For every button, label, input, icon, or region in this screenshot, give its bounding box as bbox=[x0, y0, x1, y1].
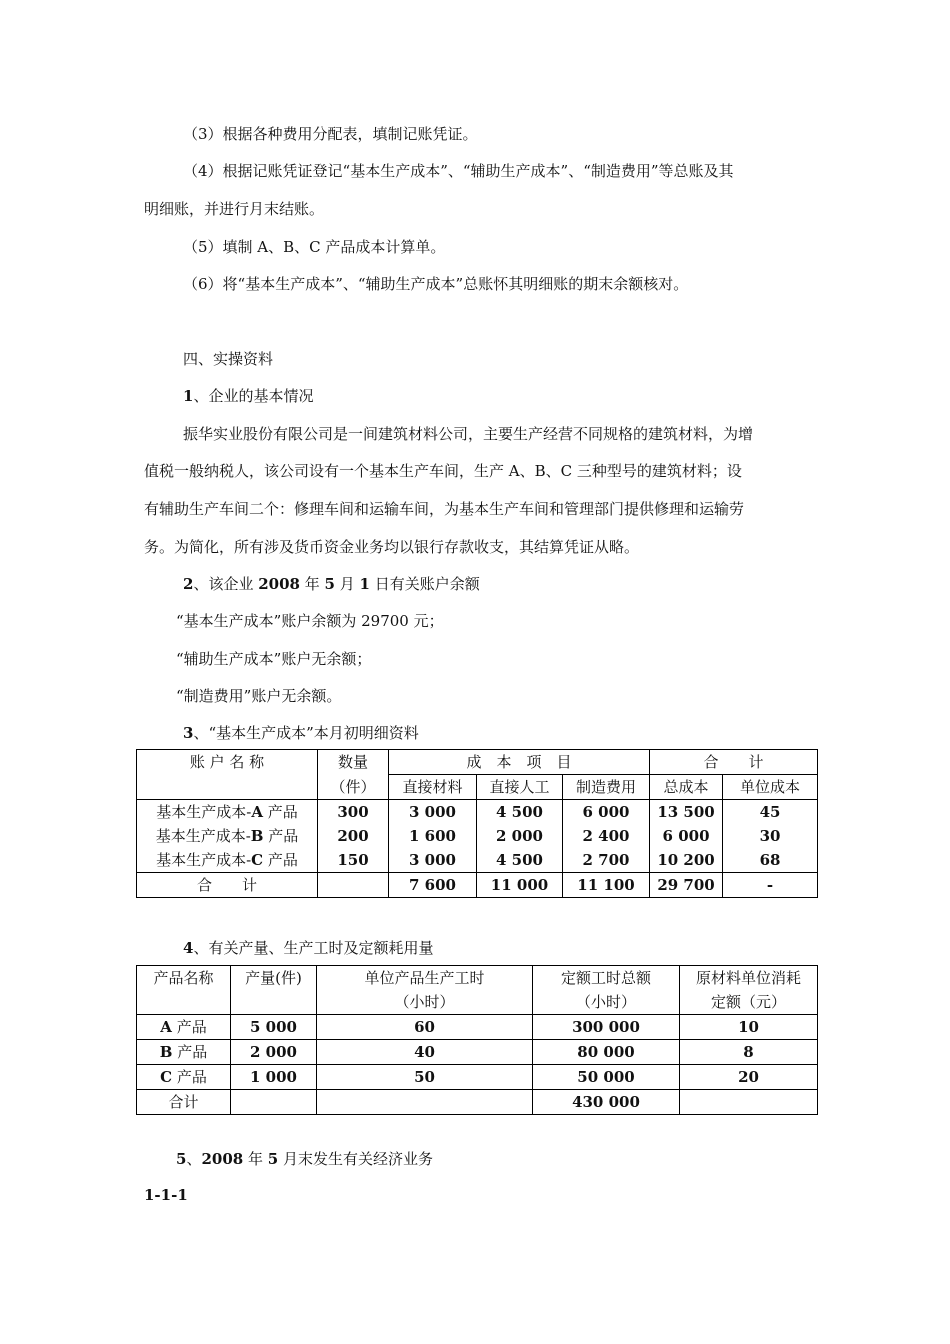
header-quota-hours: 定额工时总额 bbox=[533, 966, 680, 991]
heading-4-text: 、有关产量、生产工时及定额耗用量 bbox=[193, 939, 434, 957]
header-cost-items: 成 本 项 目 bbox=[389, 750, 650, 775]
table-row bbox=[137, 824, 818, 848]
balance-line-3: “制造费用”账户无余额。 bbox=[176, 687, 342, 705]
account-product-suffix: 产品 bbox=[262, 803, 298, 821]
heading-1-number: 1 bbox=[183, 387, 194, 405]
header-total: 合 计 bbox=[650, 750, 818, 775]
table-subheader-row bbox=[137, 990, 818, 1015]
account-name-text: 基本生产成本- bbox=[156, 803, 252, 821]
row-material-quota: 20 bbox=[680, 1065, 818, 1090]
heading-2-text-d: 日有关账户余额 bbox=[369, 575, 480, 593]
header-quantity-unit: （件） bbox=[318, 775, 389, 800]
header-output: 产量(件) bbox=[231, 966, 317, 991]
total-quantity bbox=[318, 873, 389, 898]
table-row bbox=[137, 1015, 818, 1040]
table-total-row bbox=[137, 1090, 818, 1115]
row-manufacturing-overhead: 6 000 bbox=[563, 800, 650, 825]
row-output: 5 000 bbox=[231, 1015, 317, 1040]
row-output: 1 000 bbox=[231, 1065, 317, 1090]
total-unit-cost: - bbox=[723, 873, 818, 898]
total-quota-hours: 430 000 bbox=[533, 1090, 680, 1115]
total-unit-hours bbox=[317, 1090, 533, 1115]
account-name-text: 基本生产成本- bbox=[156, 851, 252, 869]
heading-2-day: 1 bbox=[359, 575, 370, 593]
row-direct-materials: 1 600 bbox=[389, 824, 477, 848]
header-output-cont bbox=[231, 990, 317, 1015]
heading-3-number: 3 bbox=[183, 724, 194, 742]
header-material-quota: 原材料单位消耗 bbox=[680, 966, 818, 991]
intro-line-4: 务。为简化，所有涉及货币资金业务均以银行存款收支，其结算凭证从略。 bbox=[144, 538, 640, 556]
header-direct-labor: 直接人工 bbox=[477, 775, 563, 800]
row-unit-hours: 50 bbox=[317, 1065, 533, 1090]
heading-2-text-b: 年 bbox=[299, 575, 325, 593]
total-manufacturing-overhead: 11 100 bbox=[563, 873, 650, 898]
table-row bbox=[137, 800, 818, 825]
heading-2-text-a: 、该企业 bbox=[193, 575, 259, 593]
heading-4-number: 4 bbox=[183, 939, 194, 957]
heading-2-text-c: 月 bbox=[334, 575, 360, 593]
row-unit-hours: 40 bbox=[317, 1040, 533, 1065]
paragraph-step-4-line1: （4）根据记账凭证登记“基本生产成本”、“辅助生产成本”、“制造费用”等总账及其 bbox=[183, 162, 734, 180]
row-quota-hours: 80 000 bbox=[533, 1040, 680, 1065]
row-total-cost: 10 200 bbox=[650, 848, 723, 873]
heading-3-text: 、“基本生产成本”本月初明细资料 bbox=[193, 724, 419, 742]
row-direct-labor: 4 500 bbox=[477, 848, 563, 873]
row-direct-labor: 4 500 bbox=[477, 800, 563, 825]
balance-line-1: “基本生产成本”账户余额为 29700 元； bbox=[176, 612, 444, 630]
product-code: B bbox=[159, 1043, 173, 1061]
row-unit-hours: 60 bbox=[317, 1015, 533, 1040]
total-label: 合计 bbox=[137, 1090, 231, 1115]
heading-2-month: 5 bbox=[324, 575, 335, 593]
row-quota-hours: 300 000 bbox=[533, 1015, 680, 1040]
row-product-name bbox=[137, 1040, 231, 1065]
heading-1 bbox=[183, 385, 313, 407]
total-direct-labor: 11 000 bbox=[477, 873, 563, 898]
heading-2-number: 2 bbox=[183, 575, 194, 593]
heading-5-number: 5 bbox=[176, 1150, 187, 1168]
row-quantity: 200 bbox=[318, 824, 389, 848]
row-manufacturing-overhead: 2 700 bbox=[563, 848, 650, 873]
total-total-cost: 29 700 bbox=[650, 873, 723, 898]
account-product-suffix: 产品 bbox=[263, 827, 299, 845]
header-quantity: 数量 bbox=[318, 750, 389, 775]
heading-5-text-b: 年 bbox=[243, 1150, 268, 1168]
row-direct-materials: 3 000 bbox=[389, 848, 477, 873]
header-total-cost: 总成本 bbox=[650, 775, 723, 800]
row-output: 2 000 bbox=[231, 1040, 317, 1065]
table-header-row bbox=[137, 966, 818, 991]
account-product-suffix: 产品 bbox=[263, 851, 298, 869]
total-material-quota bbox=[680, 1090, 818, 1115]
header-quota-hours-unit: （小时） bbox=[533, 990, 680, 1015]
output-hours-table bbox=[136, 965, 818, 1115]
header-product-name: 产品名称 bbox=[137, 966, 231, 991]
account-product-code: C bbox=[251, 851, 264, 869]
account-product-code: B bbox=[250, 827, 264, 845]
opening-balance-table bbox=[136, 749, 818, 898]
header-unit-cost: 单位成本 bbox=[723, 775, 818, 800]
table-subheader-row bbox=[137, 775, 818, 800]
product-suffix: 产品 bbox=[172, 1043, 208, 1061]
heading-1-text: 、企业的基本情况 bbox=[193, 387, 314, 405]
paragraph-step-5: （5）填制 A、B、C 产品成本计算单。 bbox=[183, 238, 446, 256]
row-total-cost: 13 500 bbox=[650, 800, 723, 825]
table-row bbox=[137, 848, 818, 873]
account-name-text: 基本生产成本- bbox=[155, 827, 251, 845]
header-unit-hours-unit: （小时） bbox=[317, 990, 533, 1015]
heading-5-text-a: 、 bbox=[186, 1150, 202, 1168]
row-material-quota: 8 bbox=[680, 1040, 818, 1065]
product-code: A bbox=[160, 1018, 172, 1036]
balance-line-2: “辅助生产成本”账户无余额； bbox=[176, 650, 372, 668]
product-suffix: 产品 bbox=[172, 1068, 207, 1086]
heading-2 bbox=[183, 573, 480, 595]
row-quantity: 150 bbox=[318, 848, 389, 873]
heading-4 bbox=[183, 937, 433, 959]
row-quantity: 300 bbox=[318, 800, 389, 825]
section-heading: 四、实操资料 bbox=[183, 350, 274, 368]
header-direct-materials: 直接材料 bbox=[389, 775, 477, 800]
heading-5 bbox=[176, 1148, 433, 1170]
product-suffix: 产品 bbox=[171, 1018, 207, 1036]
row-direct-labor: 2 000 bbox=[477, 824, 563, 848]
intro-line-2: 值税一般纳税人，该公司设有一个基本生产车间，生产 A、B、C 三种型号的建筑材料；设 bbox=[144, 462, 742, 480]
intro-line-3: 有辅助生产车间二个：修理车间和运输车间，为基本生产车间和管理部门提供修理和运输劳 bbox=[144, 500, 745, 518]
paragraph-step-6: （6）将“基本生产成本”、“辅助生产成本”总账怀其明细账的期末余额核对。 bbox=[183, 275, 689, 293]
row-product-name bbox=[137, 1015, 231, 1040]
total-output bbox=[231, 1090, 317, 1115]
heading-5-month: 5 bbox=[267, 1150, 279, 1168]
row-total-cost: 6 000 bbox=[650, 824, 723, 848]
row-account-name bbox=[137, 824, 318, 848]
heading-5-year: 2008 bbox=[201, 1150, 244, 1168]
header-manufacturing-overhead: 制造费用 bbox=[563, 775, 650, 800]
heading-3 bbox=[183, 722, 419, 744]
table-total-row bbox=[137, 873, 818, 898]
total-label: 合 计 bbox=[137, 873, 318, 898]
row-account-name bbox=[137, 848, 318, 873]
row-unit-cost: 68 bbox=[723, 848, 818, 873]
header-product-name-cont bbox=[137, 990, 231, 1015]
heading-5-text-c: 月末发生有关经济业务 bbox=[278, 1150, 433, 1168]
row-account-name bbox=[137, 800, 318, 825]
row-direct-materials: 3 000 bbox=[389, 800, 477, 825]
table-row bbox=[137, 1065, 818, 1090]
row-product-name bbox=[137, 1065, 231, 1090]
row-material-quota: 10 bbox=[680, 1015, 818, 1040]
account-product-code: A bbox=[251, 803, 263, 821]
product-code: C bbox=[160, 1068, 173, 1086]
header-account-name: 账 户 名 称 bbox=[137, 750, 318, 775]
row-manufacturing-overhead: 2 400 bbox=[563, 824, 650, 848]
row-unit-cost: 30 bbox=[723, 824, 818, 848]
table-row bbox=[137, 1040, 818, 1065]
table-header-row bbox=[137, 750, 818, 775]
header-account-name-cont bbox=[137, 775, 318, 800]
total-direct-materials: 7 600 bbox=[389, 873, 477, 898]
item-code: 1-1-1 bbox=[144, 1186, 188, 1204]
row-quota-hours: 50 000 bbox=[533, 1065, 680, 1090]
header-unit-hours: 单位产品生产工时 bbox=[317, 966, 533, 991]
paragraph-step-3: （3）根据各种费用分配表，填制记账凭证。 bbox=[183, 125, 478, 143]
heading-2-year: 2008 bbox=[258, 575, 300, 593]
header-material-quota-unit: 定额（元） bbox=[680, 990, 818, 1015]
intro-line-1: 振华实业股份有限公司是一间建筑材料公司，主要生产经营不同规格的建筑材料，为增 bbox=[183, 425, 754, 443]
paragraph-step-4-line2: 明细账，并进行月末结账。 bbox=[144, 200, 325, 218]
row-unit-cost: 45 bbox=[723, 800, 818, 825]
